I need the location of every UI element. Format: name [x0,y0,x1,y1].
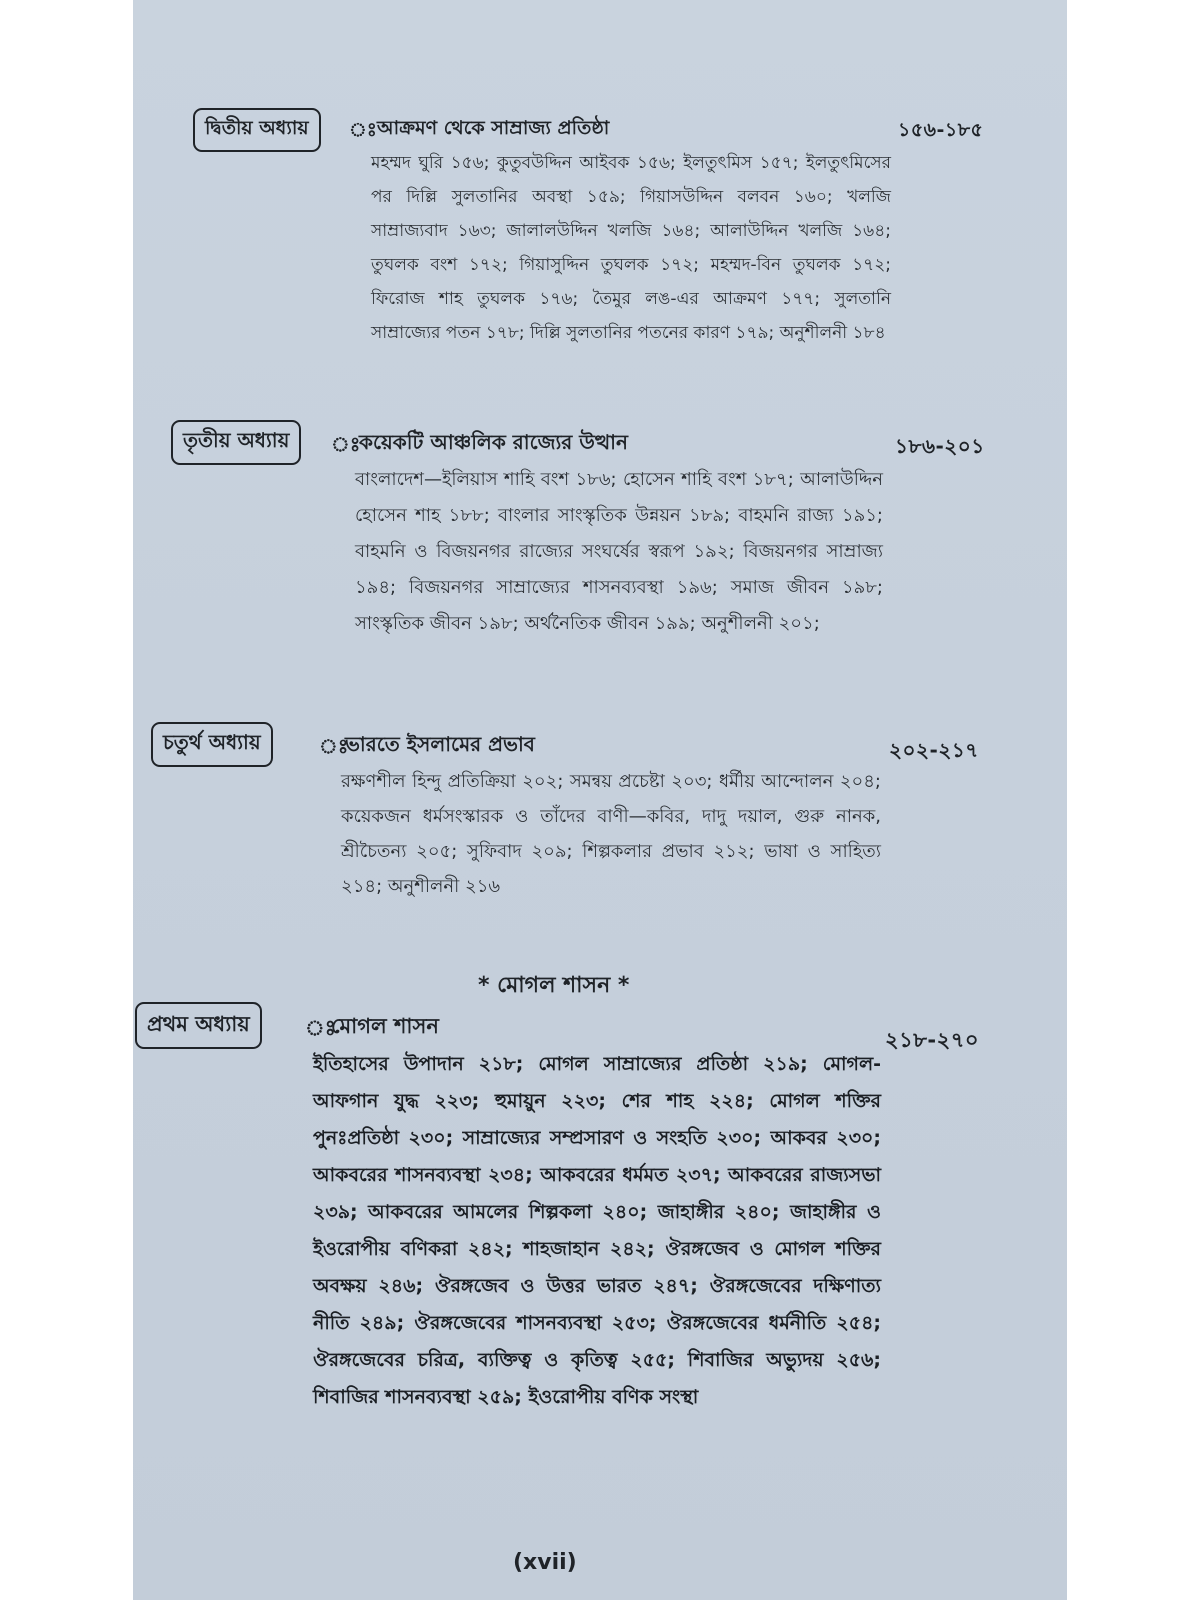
chapter-topics: বাংলাদেশ—ইলিয়াস শাহি বংশ ১৮৬; হোসেন শাহি বংশ ১৮৭; আলাউদ্দিন হোসেন শাহ ১৮৮; বাংলার সাংস্কৃতিক উন্নয়ন ১৮৯; বাহমনি রাজ্য ১৯১; বাহমনি ও বিজয়নগর রাজ্যের সংঘর্ষের স্বরূপ ১৯২; বিজয়নগর সাম্রাজ্য ১৯৪; বিজয়নগর সাম্রাজ্যের শাসনব্যবস্থা ১৯৬; সমাজ জীবন ১৯৮; সাংস্কৃতিক জীবন ১৯৮; অর্থনৈতিক জীবন ১৯৯; অনুশীলনী ২০১; [355,469,883,634]
book-page [133,0,1067,1600]
chapter-topics: মহম্মদ ঘুরি ১৫৬; কুতুবউদ্দিন আইবক ১৫৬; ইলতুৎমিস ১৫৭; ইলতুৎমিসের পর দিল্লি সুলতানির অবস্থা ১৫৯; গিয়াসউদ্দিন বলবন ১৬০; খলজি সাম্রাজ্যবাদ ১৬৩; জালালউদ্দিন খলজি ১৬৪; আলাউদ্দিন খলজি ১৬৪; তুঘলক বংশ ১৭২; গিয়াসুদ্দিন তুঘলক ১৭২; মহম্মদ-বিন তুঘলক ১৭২; ফিরোজ শাহ তুঘলক ১৭৬; তৈমুর লঙ-এর আক্রমণ ১৭৭; সুলতানি সাম্রাজ্যের পতন ১৭৮; দিল্লি সুলতানির পতনের কারণ ১৭৯; অনুশীলনী ১৮৪ [371,153,891,343]
chapter-title: কয়েকটি আঞ্চলিক রাজ্যের উত্থান [359,430,628,454]
page-range: ১৮৬-২০১ [895,434,985,458]
page-range: ২০২-২১৭ [889,738,979,762]
chapter-title: আক্রমণ থেকে সাম্রাজ্য প্রতিষ্ঠা [377,117,610,139]
section-heading: * মোগল শাসন * [478,973,630,998]
page-number: (xvii) [513,1550,577,1575]
chapter-label-box: প্রথম অধ্যায় [135,1002,262,1049]
chapter-title: ভারতে ইসলামের প্রভাব [345,732,535,756]
colon-separator: ঃ [319,734,349,758]
chapter-topics: রক্ষণশীল হিন্দু প্রতিক্রিয়া ২০২; সমন্বয় প্রচেষ্টা ২০৩; ধর্মীয় আন্দোলন ২০৪; কয়েকজন ধর্মসংস্কারক ও তাঁদের বাণী—কবির, দাদু দয়াল, গুরু নানক, শ্রীচৈতন্য ২০৫; সুফিবাদ ২০৯; শিল্পকলার প্রভাব ২১২; ভাষা ও সাহিত্য ২১৪; অনুশীলনী ২১৬ [341,771,881,897]
page-range: ২১৮-২৭০ [885,1028,980,1052]
chapter-title: মোগল শাসন [331,1014,439,1038]
colon-separator: ঃ [305,1016,336,1040]
colon-separator: ঃ [349,119,377,141]
chapter-label-box: তৃতীয় অধ্যায় [171,420,301,465]
page-range: ১৫৬-১৮৫ [898,119,984,141]
chapter-label-box: চতুর্থ অধ্যায় [151,722,273,767]
chapter-topics: ইতিহাসের উপাদান ২১৮; মোগল সাম্রাজ্যের প্রতিষ্ঠা ২১৯; মোগল-আফগান যুদ্ধ ২২৩; হুমায়ুন ২২৩; শের শাহ ২২৪; মোগল শক্তির পুনঃপ্রতিষ্ঠা ২৩০; সাম্রাজ্যের সম্প্রসারণ ও সংহতি ২৩০; আকবর ২৩০; আকবরের শাসনব্যবস্থা ২৩৪; আকবরের ধর্মমত ২৩৭; আকবরের রাজ্যসভা ২৩৯; আকবরের আমলের শিল্পকলা ২৪০; জাহাঙ্গীর ২৪০; জাহাঙ্গীর ও ইওরোপীয় বণিকরা ২৪২; শাহজাহান ২৪২; ঔরঙ্গজেব ও মোগল শক্তির অবক্ষয় ২৪৬; ঔরঙ্গজেব ও উত্তর ভারত ২৪৭; ঔরঙ্গজেবের দক্ষিণাত্য নীতি ২৪৯; ঔরঙ্গজেবের শাসনব্যবস্থা ২৫৩; ঔরঙ্গজেবের ধর্মনীতি ২৫৪; ঔরঙ্গজেবের চরিত্র, ব্যক্তিত্ব ও কৃতিত্ব ২৫৫; শিবাজির অভ্যুদয় ২৫৬; শিবাজির শাসনব্যবস্থা ২৫৯; ইওরোপীয় বণিক সংস্থা [313,1053,881,1408]
chapter-label-box: দ্বিতীয় অধ্যায় [193,108,321,152]
colon-separator: ঃ [331,432,361,456]
